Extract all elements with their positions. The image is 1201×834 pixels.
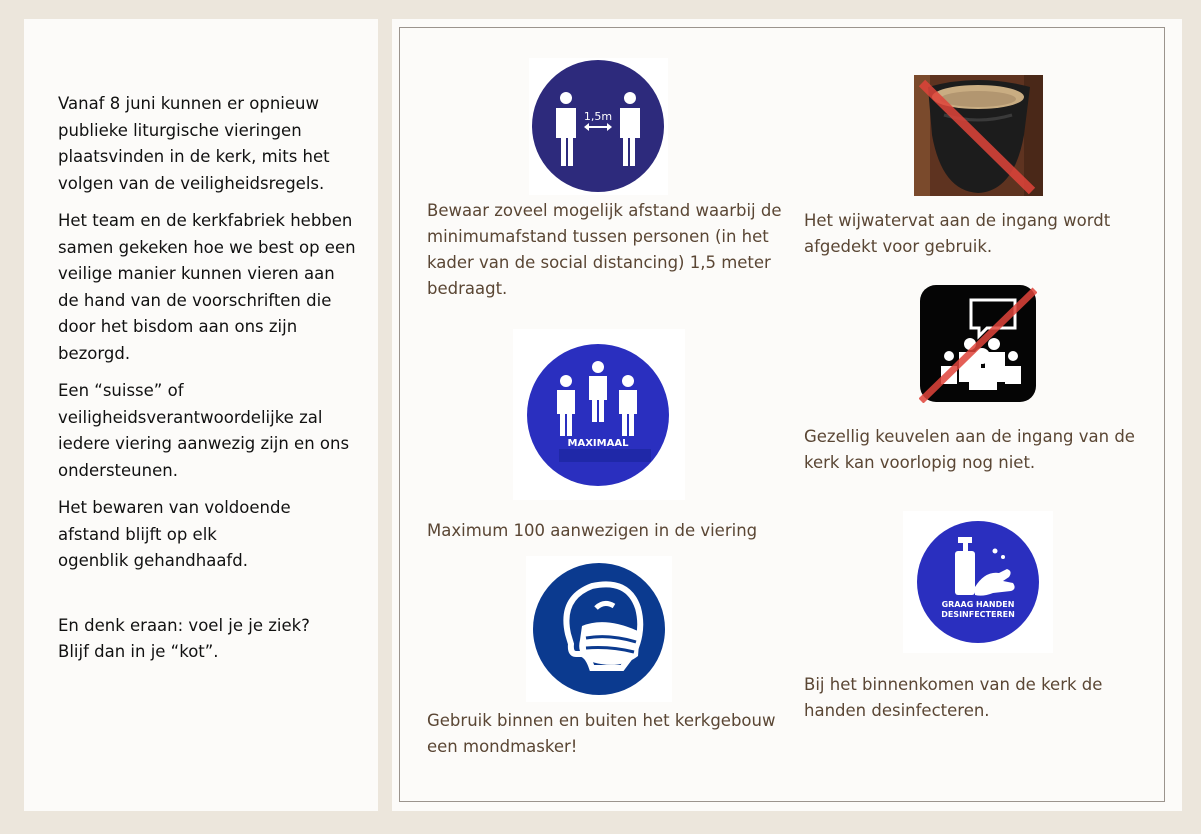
mask-caption: Gebruik binnen en buiten het kerkgebouw een mondmasker! — [427, 711, 776, 756]
hand-sanitizer-sign — [903, 511, 1053, 653]
intro-paragraph-4-line-1: Het bewaren van voldoende — [58, 498, 291, 517]
intro-paragraph-5-line-2: Blijf dan in je “kot”. — [58, 642, 219, 661]
no-gathering-sign — [919, 284, 1037, 403]
intro-paragraph-3: Een “suisse” of veiligheidsverantwoordelijke zal iedere viering aanwezig zijn en ons ondersteunen. — [58, 381, 350, 480]
intro-text — [58, 91, 358, 677]
hands-sign-label-1: GRAAG HANDEN — [941, 600, 1015, 609]
intro-paragraph-5 — [58, 613, 358, 666]
social-distance-sign — [529, 58, 668, 195]
gathering-caption: Gezellig keuvelen aan de ingang van de kerk kan voorlopig nog niet. — [804, 427, 1135, 472]
holy-water-photo — [914, 75, 1043, 196]
intro-paragraph-1: Vanaf 8 juni kunnen er opnieuw publieke liturgische vieringen plaatsvinden in de kerk, mits het volgen van de veiligheidsregels. — [58, 94, 330, 193]
intro-paragraph-4 — [58, 495, 358, 575]
hand-sanitizer-icon — [903, 511, 1053, 653]
intro-paragraph-4-line-3: ogenblik gehandhaafd. — [58, 551, 248, 570]
holy-water-font-crossed-icon — [914, 75, 1043, 196]
maximum-sign-label: MAXIMAAL — [567, 438, 629, 449]
maximum-caption: Maximum 100 aanwezigen in de viering — [427, 521, 758, 540]
face-mask-sign — [526, 556, 672, 702]
intro-paragraph-4-line-2: afstand blijft op elk — [58, 524, 217, 544]
distance-sign-label: 1,5m — [583, 110, 613, 123]
hands-caption: Bij het binnenkomen van de kerk de handen desinfecteren. — [804, 675, 1103, 720]
social-distance-icon — [529, 58, 668, 195]
no-gathering-icon — [919, 284, 1037, 403]
intro-paragraph-2: Het team en de kerkfabriek hebben samen gekeken hoe we best op een veilige manier kunnen vieren aan de hand van de voorschriften die door het bisdom aan ons zijn bezorgd. — [58, 211, 356, 363]
distance-caption: Bewaar zoveel mogelijk afstand waarbij de minimumafstand tussen personen (in het kader van de social distancing) 1,5 meter bedraagt. — [427, 201, 782, 298]
face-mask-icon — [526, 556, 672, 702]
maximum-sign — [513, 329, 685, 500]
holy-water-caption: Het wijwatervat aan de ingang wordt afgedekt voor gebruik. — [804, 211, 1111, 256]
max-people-icon — [513, 329, 685, 500]
intro-paragraph-5-line-1: En denk eraan: voel je je ziek? — [58, 615, 310, 635]
hands-sign-label-2: DESINFECTEREN — [941, 610, 1015, 619]
